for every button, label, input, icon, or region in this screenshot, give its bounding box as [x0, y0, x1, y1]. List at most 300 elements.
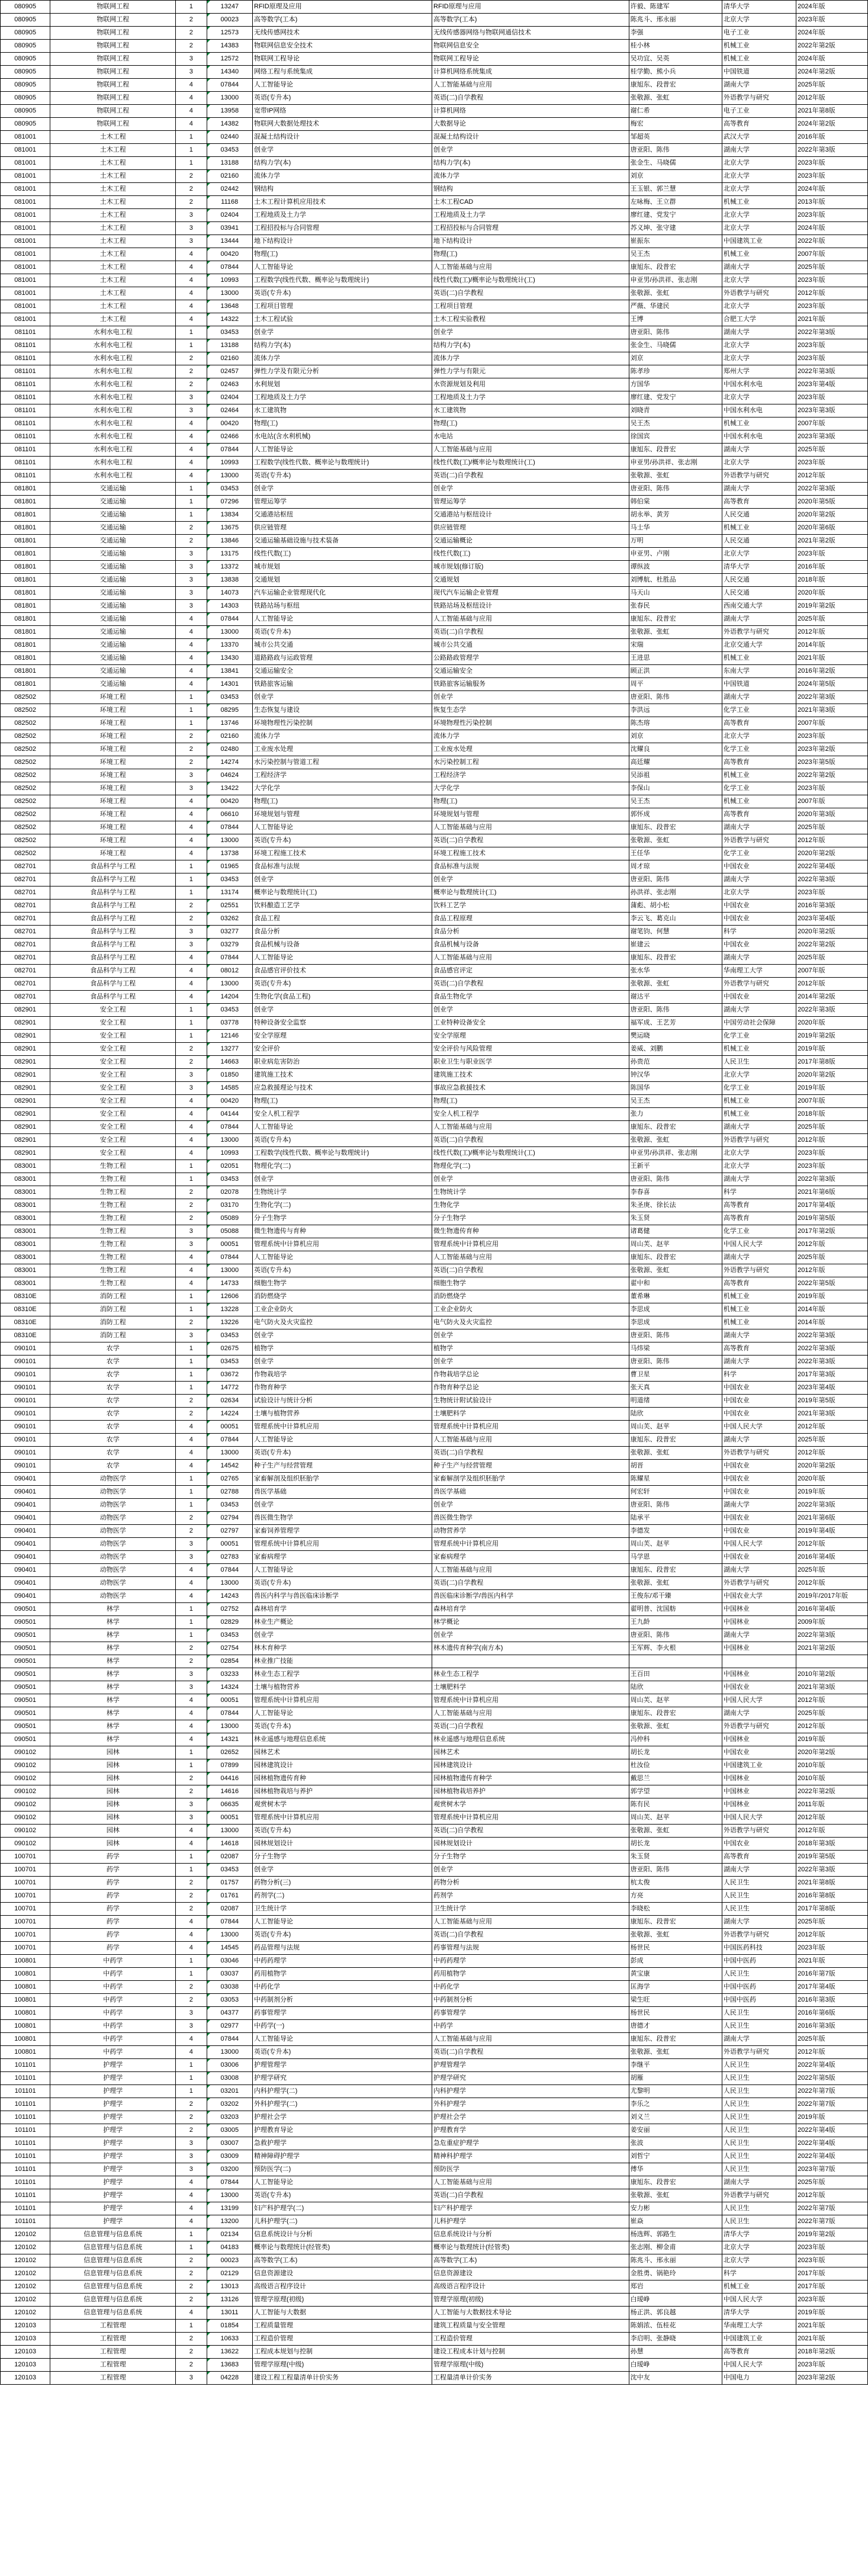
cell-textbook-name: 人工智能基础与应用 [432, 1916, 629, 1929]
table-row [1, 1629, 868, 1642]
cell-author: 谢笔钧、何慧 [629, 926, 722, 939]
cell-course-name: 宽带IP网络 [253, 105, 432, 118]
cell-publisher: 湖南大学 [722, 144, 796, 157]
cell-sequence: 1 [176, 1369, 207, 1382]
cell-major-code: 090101 [1, 1382, 50, 1395]
cell-sequence: 2 [176, 2281, 207, 2294]
cell-major-code: 090501 [1, 1629, 50, 1642]
cell-course-code: 13430 [207, 652, 252, 665]
cell-course-name: 建筑施工技术 [253, 1069, 432, 1082]
cell-author: 吴王杰 [629, 417, 722, 431]
cell-author: 诸葛健 [629, 1225, 722, 1238]
cell-textbook-name: 流体力学 [432, 170, 629, 183]
cell-textbook-name: 创业学 [432, 1004, 629, 1017]
cell-course-code: 02404 [207, 209, 252, 222]
table-row [1, 1512, 868, 1525]
cell-sequence: 1 [176, 326, 207, 339]
cell-major-code: 100801 [1, 1955, 50, 1968]
cell-publisher: 人民卫生 [722, 2124, 796, 2137]
cell-major-name: 环境工程 [50, 691, 176, 704]
cell-major-code: 082701 [1, 926, 50, 939]
cell-author: 周山芙、赵苹 [629, 1421, 722, 1434]
cell-textbook-name: 人工智能基础与应用 [432, 1434, 629, 1447]
cell-author: 蒲彪、胡小松 [629, 900, 722, 913]
cell-major-code: 082901 [1, 1082, 50, 1095]
table-row [1, 2215, 868, 2228]
cell-major-name: 土木工程 [50, 261, 176, 274]
cell-major-name: 生物工程 [50, 1186, 176, 1199]
cell-course-name: 人工智能导论 [253, 1916, 432, 1929]
cell-edition: 2022年第5版 [796, 1277, 868, 1290]
cell-textbook-name: 安全评价与风险管理 [432, 1043, 629, 1056]
cell-edition: 2012年版 [796, 1577, 868, 1590]
cell-edition: 2013年版 [796, 196, 868, 209]
cell-course-code: 13000 [207, 978, 252, 991]
cell-sequence: 3 [176, 600, 207, 613]
cell-course-code: 13277 [207, 1043, 252, 1056]
cell-major-name: 林学 [50, 1603, 176, 1616]
cell-major-name: 动物医学 [50, 1525, 176, 1538]
cell-publisher: 北京大学 [722, 2254, 796, 2267]
table-row [1, 978, 868, 991]
table-row [1, 1030, 868, 1043]
cell-sequence: 3 [176, 2163, 207, 2176]
cell-edition: 2021年第6版 [796, 1186, 868, 1199]
table-row [1, 1655, 868, 1668]
cell-author: 周山芙、赵苹 [629, 1694, 722, 1707]
table-row [1, 2124, 868, 2137]
cell-course-name: 英语(专升本) [253, 287, 432, 300]
cell-publisher: 人民卫生 [722, 2215, 796, 2228]
cell-major-code: 100801 [1, 1981, 50, 1994]
cell-sequence: 4 [176, 1251, 207, 1264]
table-row [1, 2085, 868, 2098]
cell-major-code: 082901 [1, 1095, 50, 1108]
cell-author: 崔建云 [629, 939, 722, 952]
cell-course-name: 交通规划 [253, 574, 432, 587]
table-row [1, 769, 868, 782]
cell-edition: 2017年第8版 [796, 1056, 868, 1069]
cell-course-code: 14616 [207, 1785, 252, 1798]
cell-sequence: 2 [176, 1772, 207, 1785]
table-row [1, 2059, 868, 2072]
cell-textbook-name: 英语(二)自学教程 [432, 2189, 629, 2202]
cell-textbook-name: 线性代数(工) [432, 548, 629, 561]
cell-course-name: 英语(专升本) [253, 1825, 432, 1838]
cell-course-code: 14274 [207, 756, 252, 769]
cell-textbook-name: 交通港站与枢纽设计 [432, 509, 629, 522]
cell-author: 张敬源、张虹 [629, 1134, 722, 1147]
table-row [1, 1811, 868, 1825]
cell-major-name: 园林 [50, 1772, 176, 1785]
cell-sequence: 4 [176, 795, 207, 808]
cell-course-code: 13188 [207, 157, 252, 170]
cell-major-code: 082502 [1, 795, 50, 808]
cell-course-code: 13372 [207, 561, 252, 574]
cell-author: 唐亚阳、陈伟 [629, 1356, 722, 1369]
cell-course-name: 预防医学(二) [253, 2163, 432, 2176]
cell-author: 李晓松 [629, 1903, 722, 1916]
cell-author: 康旭东、段普宏 [629, 1916, 722, 1929]
cell-major-name: 物联网工程 [50, 79, 176, 92]
cell-textbook-name: 线性代数(工)/概率论与数理统计(工) [432, 274, 629, 287]
cell-major-code: 120103 [1, 2333, 50, 2346]
cell-sequence: 2 [176, 1877, 207, 1890]
cell-major-code: 090401 [1, 1525, 50, 1538]
cell-publisher: 人民卫生 [722, 1056, 796, 1069]
cell-textbook-name: 城市规划(修订版) [432, 561, 629, 574]
table-row [1, 1538, 868, 1551]
cell-textbook-name: 水资源规划及利用 [432, 378, 629, 391]
cell-textbook-name: 物理(工) [432, 417, 629, 431]
cell-course-code: 13226 [207, 1316, 252, 1329]
cell-major-name: 护理学 [50, 2111, 176, 2124]
table-row [1, 2320, 868, 2333]
cell-author: 白瑷峥 [629, 2359, 722, 2372]
table-row [1, 313, 868, 326]
cell-textbook-name: 工业特种设备安全 [432, 1017, 629, 1030]
cell-course-name: 水电站(含水利机械) [253, 431, 432, 444]
cell-course-code: 13174 [207, 886, 252, 900]
cell-major-code: 100801 [1, 2033, 50, 2046]
cell-publisher: 湖南大学 [722, 952, 796, 965]
cell-textbook-name: 观赏树木学 [432, 1798, 629, 1811]
cell-major-code: 082502 [1, 730, 50, 743]
cell-sequence: 1 [176, 691, 207, 704]
cell-sequence: 1 [176, 1342, 207, 1356]
cell-major-code: 081801 [1, 509, 50, 522]
cell-textbook-name: 英语(二)自学教程 [432, 1929, 629, 1942]
cell-course-code: 07844 [207, 79, 252, 92]
cell-major-name: 药学 [50, 1942, 176, 1955]
cell-course-name: 精神障碍护理学 [253, 2150, 432, 2163]
cell-publisher: 北京大学 [722, 457, 796, 470]
cell-author: 朱圣庚、徐长法 [629, 1199, 722, 1212]
table-row [1, 1134, 868, 1147]
cell-sequence: 1 [176, 1030, 207, 1043]
cell-course-name: 工程数学(线性代数、概率论与数理统计) [253, 1147, 432, 1160]
cell-course-code: 03453 [207, 1173, 252, 1186]
cell-course-name: 细胞生物学 [253, 1277, 432, 1290]
cell-textbook-name: 工业废水处理 [432, 743, 629, 756]
cell-major-code: 100801 [1, 1994, 50, 2007]
cell-course-code: 02797 [207, 1525, 252, 1538]
cell-major-name: 生物工程 [50, 1251, 176, 1264]
cell-course-name: 城市公共交通 [253, 639, 432, 652]
cell-major-name: 园林 [50, 1825, 176, 1838]
table-row [1, 1890, 868, 1903]
cell-course-name: 观赏树木学 [253, 1798, 432, 1811]
cell-course-name: 混凝土结构设计 [253, 131, 432, 144]
cell-major-name: 物联网工程 [50, 27, 176, 40]
cell-major-name: 药学 [50, 1877, 176, 1890]
cell-edition: 2023年版 [796, 548, 868, 561]
cell-course-code: 02652 [207, 1746, 252, 1759]
cell-major-code: 090401 [1, 1486, 50, 1499]
cell-edition: 2010年版 [796, 1772, 868, 1785]
cell-author: 周山芙、赵苹 [629, 1538, 722, 1551]
cell-author: 张水华 [629, 965, 722, 978]
table-row [1, 965, 868, 978]
cell-major-name: 食品科学与工程 [50, 952, 176, 965]
cell-course-name: 网络工程与系统集成 [253, 66, 432, 79]
cell-textbook-name: 创业学 [432, 1173, 629, 1186]
cell-publisher: 化学工业 [722, 743, 796, 756]
cell-author: 陈杰瑢 [629, 717, 722, 730]
cell-course-name: 兽医微生物学 [253, 1512, 432, 1525]
cell-major-name: 环境工程 [50, 821, 176, 834]
cell-course-name: 管理运筹学 [253, 496, 432, 509]
cell-major-name: 护理学 [50, 2215, 176, 2228]
cell-author: 梅宏 [629, 118, 722, 131]
cell-textbook-name: 微生物遗传育种 [432, 1225, 629, 1238]
cell-major-name: 物联网工程 [50, 14, 176, 27]
cell-major-name: 中药学 [50, 1955, 176, 1968]
cell-course-code: 02134 [207, 2228, 252, 2241]
table-row [1, 1095, 868, 1108]
cell-course-name: 食品机械与设备 [253, 939, 432, 952]
cell-course-name: 工业废水处理 [253, 743, 432, 756]
cell-course-name: 药品管理与法规 [253, 1942, 432, 1955]
cell-author: 刘义兰 [629, 2111, 722, 2124]
cell-textbook-name: 物理(工) [432, 795, 629, 808]
cell-sequence: 2 [176, 1981, 207, 1994]
cell-publisher: 湖南大学 [722, 2033, 796, 2046]
cell-author: 李洪远 [629, 704, 722, 717]
cell-major-code: 090101 [1, 1434, 50, 1447]
cell-major-name: 水利水电工程 [50, 391, 176, 404]
cell-publisher: 西南交通大学 [722, 600, 796, 613]
cell-edition: 2023年版 [796, 1147, 868, 1160]
cell-textbook-name: 英语(二)自学教程 [432, 92, 629, 105]
cell-edition: 2023年版 [796, 2241, 868, 2254]
cell-textbook-name: 人工智能基础与应用 [432, 1121, 629, 1134]
cell-textbook-name: 管理系统中计算机应用 [432, 1538, 629, 1551]
cell-textbook-name: 物理(工) [432, 1095, 629, 1108]
cell-edition: 2025年版 [796, 1121, 868, 1134]
cell-course-code: 03046 [207, 1955, 252, 1968]
cell-sequence: 1 [176, 1616, 207, 1629]
cell-course-name: 安全评价 [253, 1043, 432, 1056]
cell-edition: 2012年版 [796, 470, 868, 483]
cell-publisher: 机械工业 [722, 522, 796, 535]
cell-course-name: 兽医学基础 [253, 1486, 432, 1499]
cell-course-name: 环境物理性污染控制 [253, 717, 432, 730]
cell-edition: 2020年第5版 [796, 496, 868, 509]
cell-course-code: 03672 [207, 1369, 252, 1382]
cell-textbook-name: 中药化学 [432, 1981, 629, 1994]
cell-publisher: 人民卫生 [722, 2072, 796, 2085]
table-row [1, 287, 868, 300]
cell-major-code: 08310E [1, 1290, 50, 1303]
cell-textbook-name: 英语(二)自学教程 [432, 834, 629, 847]
cell-publisher: 外语教学与研究 [722, 1447, 796, 1460]
cell-major-code: 083001 [1, 1160, 50, 1173]
cell-author: 桂小林 [629, 40, 722, 53]
cell-edition: 2025年版 [796, 79, 868, 92]
cell-course-code: 01965 [207, 860, 252, 873]
cell-course-code: 00023 [207, 14, 252, 27]
cell-course-name: 人工智能导论 [253, 821, 432, 834]
cell-textbook-name: 护理教育学 [432, 2124, 629, 2137]
cell-course-name: 药事管理学 [253, 2007, 432, 2020]
cell-course-name: 人工智能导论 [253, 952, 432, 965]
cell-publisher: 湖南大学 [722, 1707, 796, 1720]
cell-textbook-name: 建设工程成本计划与控制 [432, 2346, 629, 2359]
cell-textbook-name: 消防燃烧学 [432, 1290, 629, 1303]
cell-major-name: 环境工程 [50, 769, 176, 782]
cell-publisher: 中国电力 [722, 2372, 796, 2385]
table-row [1, 1004, 868, 1017]
cell-publisher: 化学工业 [722, 1225, 796, 1238]
cell-edition: 2019年版 [796, 1733, 868, 1746]
table-row [1, 834, 868, 847]
cell-author: 王博 [629, 313, 722, 326]
cell-course-code: 03170 [207, 1199, 252, 1212]
cell-textbook-name: 安全学原理 [432, 1030, 629, 1043]
cell-course-code: 08295 [207, 704, 252, 717]
cell-sequence: 4 [176, 1942, 207, 1955]
cell-edition: 2023年第7版 [796, 2163, 868, 2176]
table-row [1, 1212, 868, 1225]
cell-author: 崔焱 [629, 2215, 722, 2228]
cell-edition: 2016年第7版 [796, 1968, 868, 1981]
cell-author: 康旭东、段普宏 [629, 79, 722, 92]
table-row [1, 1551, 868, 1564]
cell-major-code: 090501 [1, 1733, 50, 1746]
cell-publisher: 湖南大学 [722, 1916, 796, 1929]
cell-edition: 2012年版 [796, 1238, 868, 1251]
cell-author: 万明 [629, 535, 722, 548]
cell-major-name: 动物医学 [50, 1486, 176, 1499]
cell-course-code: 02854 [207, 1655, 252, 1668]
cell-textbook-name: 流体力学 [432, 352, 629, 365]
cell-major-code: 090101 [1, 1369, 50, 1382]
cell-sequence: 1 [176, 1160, 207, 1173]
table-row [1, 1916, 868, 1929]
cell-major-name: 林学 [50, 1707, 176, 1720]
cell-course-code: 13228 [207, 1303, 252, 1316]
table-row [1, 1994, 868, 2007]
cell-edition: 2022年第3版 [796, 1629, 868, 1642]
cell-course-code: 03200 [207, 2163, 252, 2176]
cell-sequence: 4 [176, 457, 207, 470]
cell-author: 钟汉华 [629, 1069, 722, 1082]
cell-publisher: 外语教学与研究 [722, 1134, 796, 1147]
cell-sequence: 1 [176, 873, 207, 886]
cell-textbook-name: 动物营养学 [432, 1525, 629, 1538]
cell-sequence: 4 [176, 2307, 207, 2320]
cell-publisher: 人民卫生 [722, 1890, 796, 1903]
cell-course-name: 人工智能导论 [253, 79, 432, 92]
cell-major-code: 081001 [1, 196, 50, 209]
cell-major-code: 100701 [1, 1890, 50, 1903]
cell-publisher: 外语教学与研究 [722, 287, 796, 300]
cell-textbook-name: 中药药理学 [432, 1955, 629, 1968]
cell-major-name: 动物医学 [50, 1590, 176, 1603]
cell-publisher: 人民交通 [722, 587, 796, 600]
cell-edition: 2007年版 [796, 1095, 868, 1108]
cell-course-code: 07844 [207, 261, 252, 274]
cell-major-code: 081801 [1, 652, 50, 665]
cell-author: 张敬源、张虹 [629, 2189, 722, 2202]
cell-major-code: 081001 [1, 131, 50, 144]
cell-textbook-name: 园林植物栽培养护 [432, 1785, 629, 1798]
cell-major-name: 消防工程 [50, 1290, 176, 1303]
cell-course-code: 02160 [207, 352, 252, 365]
cell-major-code: 090102 [1, 1798, 50, 1811]
cell-major-code: 090101 [1, 1356, 50, 1369]
cell-author: 马士华 [629, 522, 722, 535]
table-row [1, 248, 868, 261]
cell-major-name: 环境工程 [50, 743, 176, 756]
cell-edition: 2023年版 [796, 886, 868, 900]
cell-textbook-name: 公路路政管理学 [432, 652, 629, 665]
table-row [1, 235, 868, 248]
cell-sequence: 1 [176, 1017, 207, 1030]
cell-publisher: 中国建筑工业 [722, 2333, 796, 2346]
cell-major-code: 082901 [1, 1121, 50, 1134]
cell-textbook-name: 工业企业防火 [432, 1303, 629, 1316]
cell-course-name: 林木育种学 [253, 1642, 432, 1655]
cell-major-code: 080905 [1, 27, 50, 40]
cell-publisher: 湖南大学 [722, 1004, 796, 1017]
cell-sequence: 2 [176, 1655, 207, 1668]
table-row [1, 991, 868, 1004]
cell-publisher: 中国建筑工业 [722, 235, 796, 248]
cell-edition: 2023年第3版 [796, 431, 868, 444]
cell-author: 周才琼 [629, 860, 722, 873]
cell-course-name: 水工建筑物 [253, 404, 432, 417]
cell-textbook-name: 人工智能基础与应用 [432, 613, 629, 626]
cell-textbook-name: 英语(二)自学教程 [432, 626, 629, 639]
table-row [1, 404, 868, 417]
table-row [1, 1590, 868, 1603]
cell-textbook-name: 分子生物学 [432, 1851, 629, 1864]
cell-sequence: 3 [176, 548, 207, 561]
cell-publisher: 人民交通 [722, 509, 796, 522]
cell-textbook-name: 人工智能基础与应用 [432, 444, 629, 457]
cell-course-name: 家畜饲养管理学 [253, 1525, 432, 1538]
cell-sequence: 2 [176, 1525, 207, 1538]
cell-course-name: 物理(工) [253, 248, 432, 261]
cell-course-name: 英语(专升本) [253, 92, 432, 105]
cell-course-name: 作物栽培学 [253, 1369, 432, 1382]
cell-major-name: 安全工程 [50, 1069, 176, 1082]
cell-edition: 2023年版 [796, 209, 868, 222]
cell-sequence: 1 [176, 1303, 207, 1316]
cell-major-code: 090102 [1, 1825, 50, 1838]
cell-major-name: 园林 [50, 1746, 176, 1759]
cell-publisher: 高等教育 [722, 1342, 796, 1356]
cell-course-code: 10993 [207, 274, 252, 287]
cell-publisher: 中国建筑工业 [722, 1759, 796, 1772]
cell-major-code: 081801 [1, 535, 50, 548]
cell-course-code: 01761 [207, 1890, 252, 1903]
cell-course-name: 交通运输基础设施与技术装备 [253, 535, 432, 548]
table-row [1, 1746, 868, 1759]
cell-sequence: 1 [176, 704, 207, 717]
table-row [1, 2241, 868, 2254]
cell-publisher: 中国林业 [722, 1668, 796, 1681]
table-row [1, 509, 868, 522]
cell-sequence: 3 [176, 561, 207, 574]
table-row [1, 339, 868, 352]
cell-course-name: 中药化学 [253, 1981, 432, 1994]
cell-course-code: 10993 [207, 1147, 252, 1160]
cell-edition: 2018年第3版 [796, 1838, 868, 1851]
cell-author: 胡长龙 [629, 1746, 722, 1759]
